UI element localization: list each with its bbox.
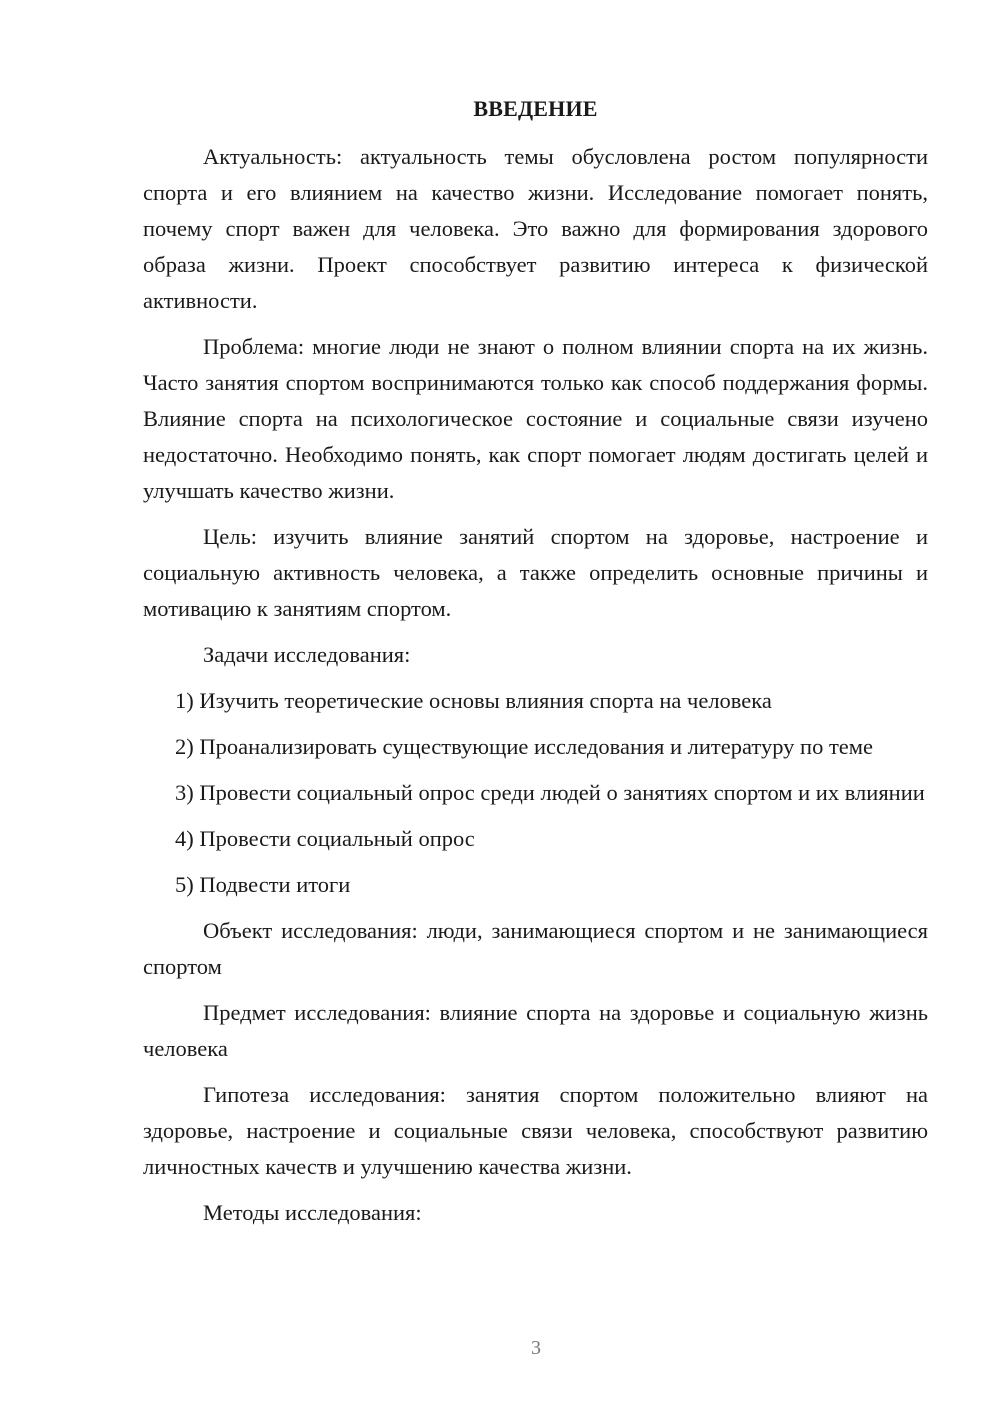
page-number: 3 (531, 1337, 541, 1359)
paragraph-methods-heading: Методы исследования: (203, 1200, 422, 1225)
section-title: ВВЕДЕНИЕ (473, 96, 598, 121)
paragraph-goal: Цель: изучить влияние занятий спортом на здоровье, настроение и социальную активность человека, а также определить основные причины и мотивацию к занятиям спортом. (143, 524, 928, 621)
paragraph-problem: Проблема: многие люди не знают о полном влиянии спорта на их жизнь. Часто занятия спортом воспринимаются только как способ поддержания формы. Влияние спорта на психологическое состояние и социальные связи изучено недостаточно. Необходимо понять, как спорт помогает людям достигать целей и улучшать качество жизни. (143, 334, 928, 503)
task-item-2: 2) Проанализировать существующие исследования и литературу по теме (175, 734, 873, 759)
paragraph-hypothesis: Гипотеза исследования: занятия спортом положительно влияют на здоровье, настроение и социальные связи человека, способствуют развитию личностных качеств и улучшению качества жизни. (143, 1082, 928, 1179)
task-item-5: 5) Подвести итоги (175, 872, 351, 897)
task-item-3: 3) Провести социальный опрос среди людей о занятиях спортом и их влиянии (175, 780, 925, 805)
task-item-4: 4) Провести социальный опрос (175, 826, 475, 851)
paragraph-relevance: Актуальность: актуальность темы обусловлена ростом популярности спорта и его влиянием на качество жизни. Исследование помогает понять, почему спорт важен для человека. Это важно для формирования здорового образа жизни. Проект способствует развитию интереса к физической активности. (143, 144, 928, 313)
paragraph-tasks-heading: Задачи исследования: (203, 642, 411, 667)
document-page (143, 93, 928, 1241)
paragraph-object: Объект исследования: люди, занимающиеся спортом и не занимающиеся спортом (143, 918, 928, 979)
paragraph-subject: Предмет исследования: влияние спорта на здоровье и социальную жизнь человека (143, 1000, 928, 1061)
task-item-1: 1) Изучить теоретические основы влияния спорта на человека (175, 688, 772, 713)
